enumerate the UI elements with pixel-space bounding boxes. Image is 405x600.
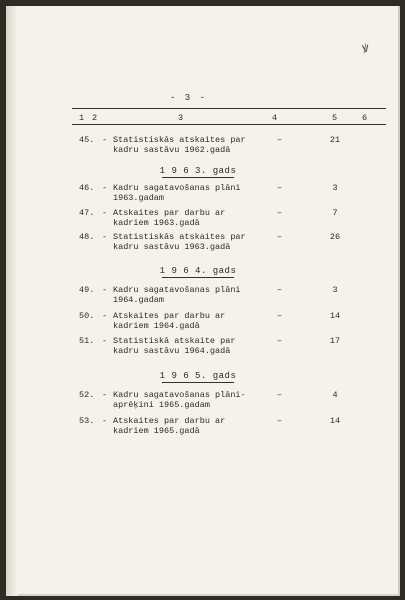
entry-title-line: 1963.gadam bbox=[113, 192, 165, 203]
entry-number: 45. bbox=[79, 135, 95, 145]
entry-title-line: Statistiskās atskaites par bbox=[113, 232, 246, 242]
column-header-5: 5 bbox=[332, 113, 338, 123]
entry-sheet-count: 4 bbox=[332, 390, 338, 400]
entry-dash: - bbox=[102, 390, 108, 400]
column-header-2: 2 bbox=[92, 113, 98, 123]
year-heading: 1 9 6 5. gads bbox=[159, 371, 237, 381]
entry-column-4: – bbox=[277, 135, 283, 145]
entry-number: 47. bbox=[79, 208, 95, 218]
entry-title-line: Kadru sagatavošanas plāni bbox=[113, 285, 241, 295]
table-top-rule bbox=[72, 108, 386, 109]
entry-title-line: kadru sastāvu 1962.gadā bbox=[113, 144, 231, 155]
entry-sheet-count: 14 bbox=[329, 416, 341, 426]
entry-title-line: aprēķini 1965.gadam bbox=[113, 399, 210, 410]
entry-sheet-count: 3 bbox=[332, 183, 338, 193]
entry-number: 52. bbox=[79, 390, 95, 400]
column-header-4: 4 bbox=[272, 113, 278, 123]
entry-title-line: Atskaites par darbu ar bbox=[113, 416, 226, 426]
entry-sheet-count: 7 bbox=[332, 208, 338, 218]
entry-sheet-count: 21 bbox=[329, 135, 341, 145]
entry-column-4: – bbox=[277, 285, 283, 295]
handwritten-corner-mark: ꝟ bbox=[361, 40, 370, 57]
entry-number: 50. bbox=[79, 311, 95, 321]
entry-title-line: Statistiskā atskaite par bbox=[113, 336, 236, 346]
entry-title-line: Atskaites par darbu ar bbox=[113, 311, 226, 321]
entry-column-4: – bbox=[277, 336, 283, 346]
entry-number: 53. bbox=[79, 416, 95, 426]
entry-sheet-count: 3 bbox=[332, 285, 338, 295]
entry-dash: - bbox=[102, 285, 108, 295]
year-heading: 1 9 6 3. gads bbox=[159, 166, 237, 176]
table-header-rule bbox=[72, 124, 386, 125]
entry-sheet-count: 17 bbox=[329, 336, 341, 346]
entry-column-4: – bbox=[277, 390, 283, 400]
entry-column-4: – bbox=[277, 183, 283, 193]
entry-title-line: kadru sastāvu 1963.gadā bbox=[113, 241, 231, 252]
entry-title-line: Statistiskās atskaites par bbox=[113, 135, 246, 145]
entry-dash: - bbox=[102, 135, 108, 145]
entry-sheet-count: 26 bbox=[329, 232, 341, 242]
column-header-1: 1 bbox=[79, 113, 85, 123]
entry-sheet-count: 14 bbox=[329, 311, 341, 321]
entry-title-line: kadriem 1964.gadā bbox=[113, 320, 200, 331]
entry-dash: - bbox=[102, 232, 108, 242]
entry-column-4: – bbox=[277, 416, 283, 426]
entry-number: 51. bbox=[79, 336, 95, 346]
entry-title-line: Kadru sagatavošanas plāni- bbox=[113, 390, 246, 400]
entry-dash: - bbox=[102, 416, 108, 426]
entry-title-line: Atskaites par darbu ar bbox=[113, 208, 226, 218]
entry-dash: - bbox=[102, 311, 108, 321]
entry-title-line: kadriem 1965.gadā bbox=[113, 425, 200, 436]
entry-title-line: kadriem 1963.gadā bbox=[113, 217, 200, 228]
entry-title-line: kadru sastāvu 1964.gadā bbox=[113, 345, 231, 356]
entry-title-line: 1964.gadam bbox=[113, 294, 165, 305]
year-heading: 1 9 6 4. gads bbox=[159, 266, 237, 276]
entry-number: 49. bbox=[79, 285, 95, 295]
entry-dash: - bbox=[102, 208, 108, 218]
entry-dash: - bbox=[102, 183, 108, 193]
entry-dash: - bbox=[102, 336, 108, 346]
column-header-3: 3 bbox=[178, 113, 184, 123]
entry-column-4: – bbox=[277, 232, 283, 242]
entry-column-4: – bbox=[277, 311, 283, 321]
entry-number: 46. bbox=[79, 183, 95, 193]
column-header-6: 6 bbox=[362, 113, 368, 123]
entry-number: 48. bbox=[79, 232, 95, 242]
entry-column-4: – bbox=[277, 208, 283, 218]
entry-title-line: Kadru sagatavošanas plāni bbox=[113, 183, 241, 193]
page-number: - 3 - bbox=[169, 93, 207, 103]
